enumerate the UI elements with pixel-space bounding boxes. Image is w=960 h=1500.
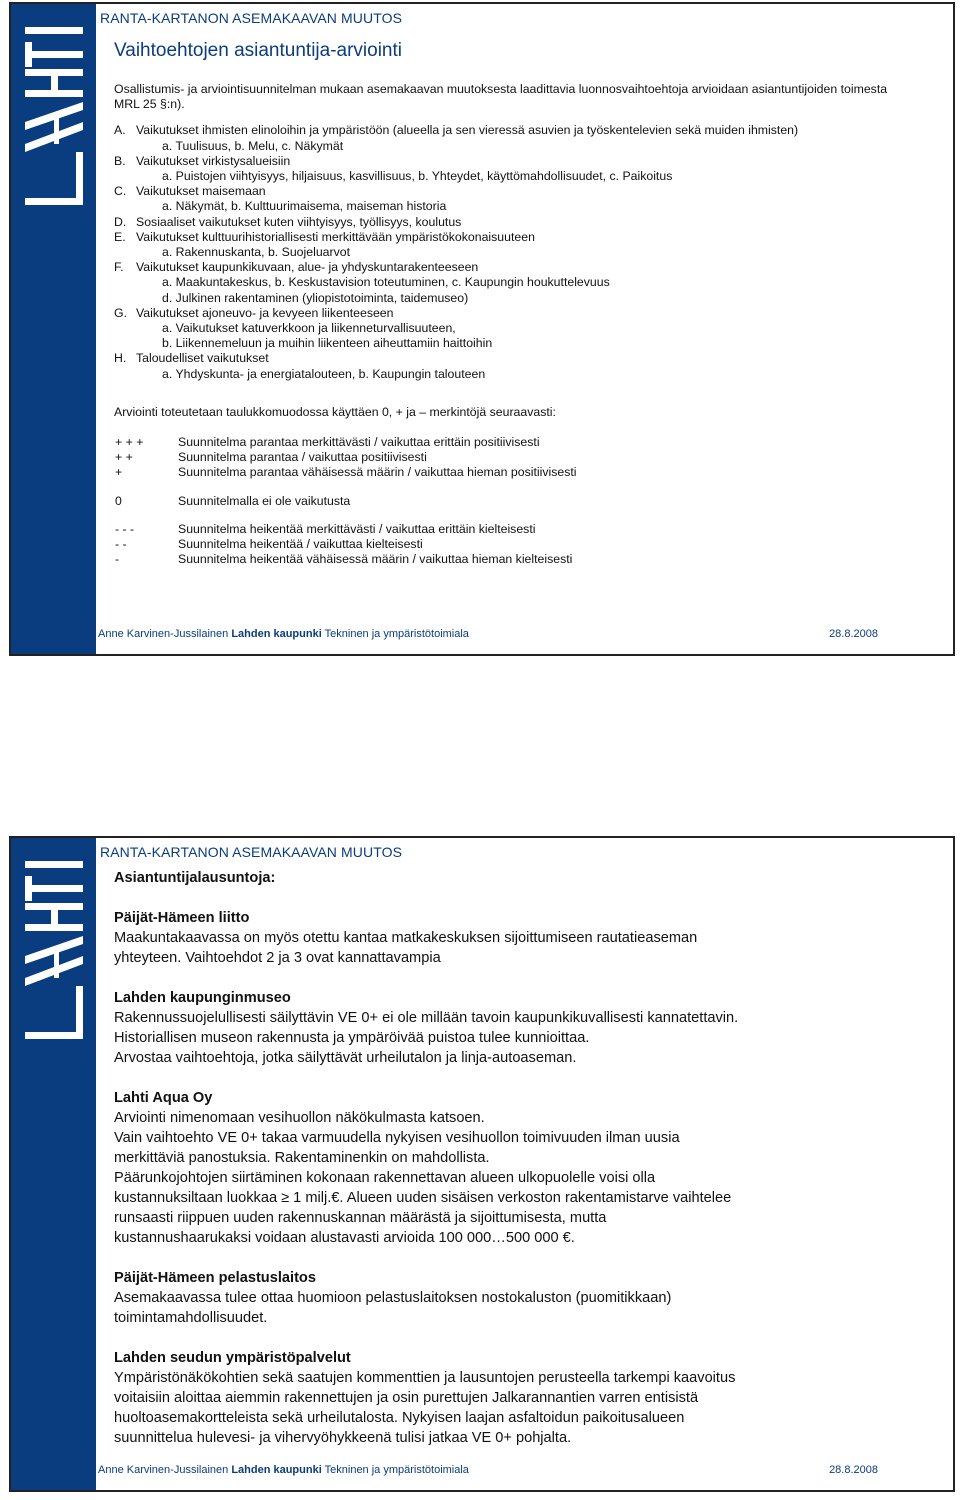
lahti-logo	[21, 856, 87, 1046]
statement-line: suunnittelua hulevesi- ja vihervyöhykkeenä tulisi jatkaa VE 0+ pohjalta.	[114, 1430, 572, 1446]
legend-row	[114, 450, 894, 465]
criterion-letter: B.	[114, 153, 126, 168]
footer-author: Anne Karvinen-Jussilainen	[98, 628, 229, 640]
criterion-text: Taloudelliset vaikutukset	[136, 351, 269, 366]
footer-date: 28.8.2008	[829, 1464, 878, 1476]
legend-symbol: + +	[115, 450, 133, 465]
criterion-text: Sosiaaliset vaikutukset kuten viihtyisyys, työllisyys, koulutus	[136, 214, 462, 229]
criterion-subitems: d. Julkinen rakentaminen (yliopistotoiminta, taidemuseo)	[162, 290, 469, 305]
statement-section	[114, 908, 894, 968]
statement-line: kustannushaarukaksi voidaan alustavasti arvioida 100 000…500 000 €.	[114, 1230, 575, 1246]
footer	[98, 628, 469, 640]
legend-symbol: 0	[115, 493, 122, 508]
statement-line: Päärunkojohtojen siirtäminen kokonaan rakennettavan alueen ulkopuolelle voisi olla	[114, 1170, 656, 1186]
legend-spacer	[114, 481, 894, 494]
statement-section	[114, 988, 894, 1068]
statement-line: Ympäristönäkökohtien sekä saatujen kommenttien ja lausuntojen perusteella tarkempi kaavoitus	[114, 1370, 736, 1386]
statement-section	[114, 1088, 894, 1248]
statement-line: Vain vaihtoehto VE 0+ takaa varmuudella nykyisen vesihuollon toimivuuden ilman uusia	[114, 1130, 680, 1146]
footer	[98, 1464, 469, 1476]
legend-symbol: -	[115, 552, 120, 567]
statement-org: Lahti Aqua Oy	[114, 1090, 213, 1106]
footer-org: Lahden kaupunki	[231, 628, 322, 640]
footer-author: Anne Karvinen-Jussilainen	[98, 1464, 229, 1476]
criterion-row	[114, 306, 894, 321]
statement-org: Lahden kaupunginmuseo	[114, 990, 291, 1006]
criterion-subitems: a. Puistojen viihtyisyys, hiljaisuus, kasvillisuus, b. Yhteydet, käyttömahdollisuudet, c. Paikoitus	[162, 169, 673, 184]
legend-spacer	[114, 509, 894, 522]
criterion-text: Vaikutukset kulttuurihistoriallisesti merkittävään ympäristökokonaisuuteen	[136, 229, 535, 244]
criterion-row	[114, 351, 894, 366]
criterion-subitems: a. Yhdyskunta- ja energiatalouteen, b. Kaupungin talouteen	[162, 366, 486, 381]
criterion-row	[114, 154, 894, 169]
statement-section	[114, 1348, 894, 1448]
criterion-letter: D.	[114, 214, 127, 229]
statement-line: voitaisiin aloittaa aiemmin rakennettujen ja osin purettujen Jalkarannantien varren entisistä	[114, 1390, 699, 1406]
criterion-text: Vaikutukset kaupunkikuvaan, alue- ja yhdyskuntarakenteeseen	[136, 260, 479, 275]
legend-row	[114, 494, 894, 509]
statement-line: Arviointi nimenomaan vesihuollon näkökulmasta katsoen.	[114, 1110, 485, 1126]
criterion-row	[114, 230, 894, 245]
slide-2	[9, 836, 955, 1492]
criterion-row	[114, 215, 894, 230]
rating-legend	[114, 435, 894, 567]
criterion-letter: H.	[114, 351, 127, 366]
intro-text: Osallistumis- ja arviointisuunnitelman mukaan asemakaavan muutoksesta laadittavia luonnosvaihtoehtoja arvioidaan asiantuntijoiden toimesta MRL 25 §:n).	[114, 82, 888, 112]
statement-sections	[114, 908, 894, 1448]
criterion-letter: E.	[114, 229, 126, 244]
criterion-text: Vaikutukset maisemaan	[136, 184, 266, 199]
legend-row	[114, 537, 894, 552]
legend-row	[114, 465, 894, 480]
scale-note: Arviointi toteutetaan taulukkomuodossa käyttäen 0, + ja – merkintöjä seuraavasti:	[114, 404, 556, 419]
legend-symbol: - - -	[115, 521, 135, 536]
statement-line: Rakennussuojelullisesti säilyttävin VE 0+ ei ole millään tavoin kaupunkikuvallisesti kannatettavin.	[114, 1010, 739, 1026]
statements-heading: Asiantuntijalausuntoja:	[114, 870, 276, 886]
assessment-criteria-image	[114, 82, 894, 567]
criterion-subitems: a. Tuulisuus, b. Melu, c. Näkymät	[162, 138, 344, 153]
statement-line: merkittäviä panostuksia. Rakentaminenkin on mahdollista.	[114, 1150, 490, 1166]
footer-dept: Tekninen ja ympäristötoimiala	[324, 1464, 469, 1476]
criterion-row	[114, 184, 894, 199]
legend-text: Suunnitelma parantaa merkittävästi / vaikuttaa erittäin positiivisesti	[178, 435, 540, 450]
criterion-text: Vaikutukset ihmisten elinoloihin ja ympäristöön (alueella ja sen vieressä asuvien ja työskentelevien sekä muiden ihmisten)	[136, 123, 799, 138]
criterion-letter: A.	[114, 123, 126, 138]
criterion-letter: F.	[114, 260, 124, 275]
statement-line: yhteyteen. Vaihtoehdot 2 ja 3 ovat kannattavampia	[114, 950, 441, 966]
legend-symbol: +	[115, 465, 123, 480]
lahti-logo	[21, 22, 87, 212]
legend-text: Suunnitelma heikentää / vaikuttaa kielteisesti	[178, 537, 423, 551]
legend-text: Suunnitelma heikentää vähäisessä määrin / vaikuttaa hieman kielteisesti	[178, 552, 573, 567]
statement-org: Päijät-Hämeen liitto	[114, 910, 250, 926]
statement-line: Historiallisen museon rakennusta ja ympäröivää puistoa tulee kunnioittaa.	[114, 1030, 590, 1046]
statement-line: runsaasti riippuen uuden rakennuskannan määrästä ja sijoittumisesta, mutta	[114, 1210, 607, 1226]
criterion-subitems: a. Vaikutukset katuverkkoon ja liikenneturvallisuuteen,	[162, 321, 456, 336]
legend-row	[114, 522, 894, 537]
legend-symbol: - -	[115, 537, 127, 551]
statement-org: Päijät-Hämeen pelastuslaitos	[114, 1270, 316, 1286]
slide-1	[9, 2, 955, 656]
criterion-row	[114, 123, 894, 138]
criteria-list	[114, 123, 894, 381]
legend-text: Suunnitelmalla ei ole vaikutusta	[178, 493, 351, 508]
footer-date: 28.8.2008	[829, 628, 878, 640]
statement-line: kustannuksiltaan luokkaa ≥ 1 milj.€. Alueen uuden sisäisen verkoston rakentamistarve vaihtelee	[114, 1190, 732, 1206]
footer-org: Lahden kaupunki	[231, 1464, 322, 1476]
legend-row	[114, 435, 894, 450]
statements-body	[114, 868, 894, 1468]
criterion-letter: G.	[114, 305, 127, 320]
legend-symbol: + + +	[115, 435, 144, 450]
criterion-subitems: a. Maakuntakeskus, b. Keskustavision toteutuminen, c. Kaupungin houkuttelevuus	[162, 275, 610, 290]
criterion-subitems: b. Liikennemeluun ja muihin liikenteen aiheuttamiin haittoihin	[162, 336, 493, 351]
criterion-subitems: a. Rakennuskanta, b. Suojeluarvot	[162, 245, 350, 260]
statement-line: Arvostaa vaihtoehtoja, jotka säilyttävät urheilutalon ja linja-autoaseman.	[114, 1050, 577, 1066]
criterion-text: Vaikutukset virkistysalueisiin	[136, 153, 291, 168]
statement-line: huoltoasemakortteleista sekä urheilutalosta. Nykyisen laajan asfaltoidun paikoitusalueen	[114, 1410, 685, 1426]
legend-text: Suunnitelma parantaa vähäisessä määrin / vaikuttaa hieman positiivisesti	[178, 465, 577, 480]
criterion-letter: C.	[114, 184, 127, 199]
slide-kicker: RANTA-KARTANON ASEMAKAAVAN MUUTOS	[100, 844, 403, 860]
statement-org: Lahden seudun ympäristöpalvelut	[114, 1350, 351, 1366]
statement-section	[114, 1268, 894, 1328]
criterion-subitems: a. Näkymät, b. Kulttuurimaisema, maiseman historia	[162, 199, 447, 214]
brand-band	[11, 4, 96, 654]
statement-line: Asemakaavassa tulee ottaa huomioon pelastuslaitoksen nostokaluston (puomitikkaan)	[114, 1290, 672, 1306]
brand-band	[11, 838, 96, 1490]
legend-text: Suunnitelma parantaa / vaikuttaa positiivisesti	[178, 450, 427, 465]
criterion-text: Vaikutukset ajoneuvo- ja kevyeen liikenteeseen	[136, 305, 394, 320]
legend-text: Suunnitelma heikentää merkittävästi / vaikuttaa erittäin kielteisesti	[178, 521, 536, 536]
slide-title: Vaihtoehtojen asiantuntija-arviointi	[114, 40, 402, 61]
slide-kicker: RANTA-KARTANON ASEMAKAAVAN MUUTOS	[100, 10, 403, 26]
statement-line: Maakuntakaavassa on myös otettu kantaa matkakeskuksen sijoittumiseen rautatieaseman	[114, 930, 698, 946]
footer-dept: Tekninen ja ympäristötoimiala	[324, 628, 469, 640]
legend-row	[114, 552, 894, 567]
statement-line: toimintamahdollisuudet.	[114, 1310, 268, 1326]
criterion-row	[114, 260, 894, 275]
